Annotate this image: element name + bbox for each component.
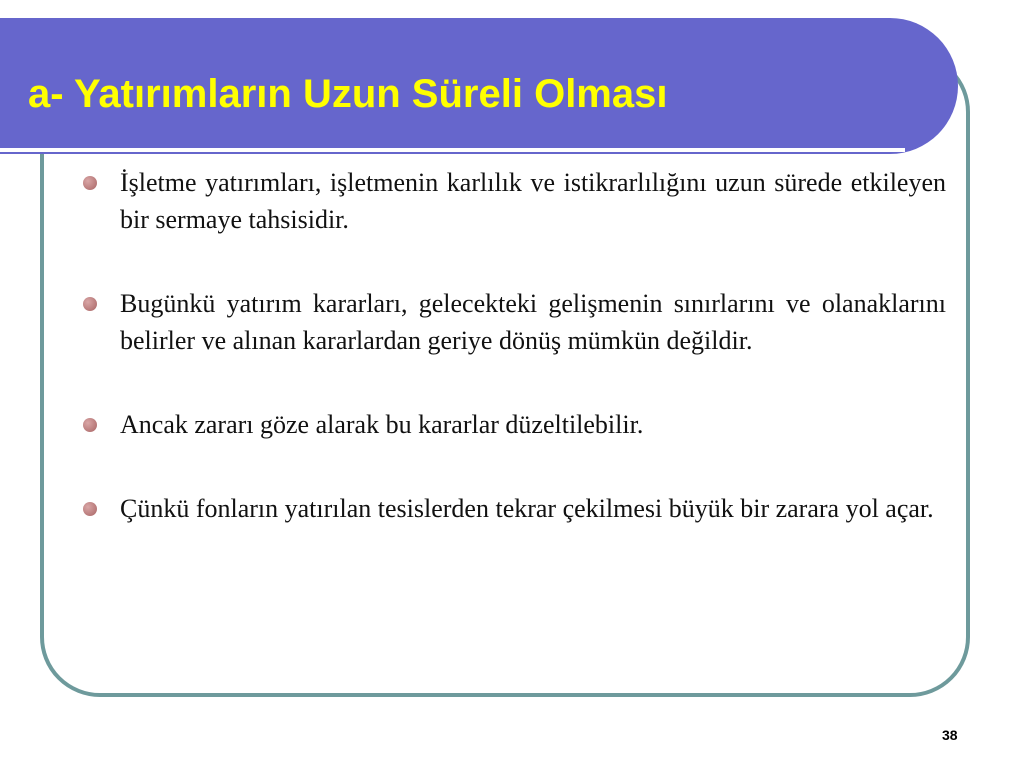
page-number: 38	[942, 727, 958, 743]
bullet-list	[80, 164, 946, 527]
bullet-icon	[83, 418, 97, 432]
bullet-item	[80, 285, 946, 359]
slide-title: a- Yatırımların Uzun Süreli Olması	[28, 72, 668, 116]
bullet-icon	[83, 502, 97, 516]
bullet-text: Bugünkü yatırım kararları, gelecekteki gelişmenin sınırlarını ve olanaklarını belirler ve alınan kararlardan geriye dönüş mümkün değildir.	[120, 289, 946, 355]
bullet-item	[80, 490, 946, 527]
title-underline	[0, 148, 905, 152]
title-bar	[0, 18, 958, 154]
bullet-icon	[83, 176, 97, 190]
bullet-icon	[83, 297, 97, 311]
bullet-text: İşletme yatırımları, işletmenin karlılık ve istikrarlılığını uzun sürede etkileyen bir sermaye tahsisidir.	[120, 168, 946, 234]
bullet-item	[80, 406, 946, 443]
bullet-item	[80, 164, 946, 238]
bullet-text: Ancak zararı göze alarak bu kararlar düzeltilebilir.	[120, 410, 644, 439]
bullet-text: Çünkü fonların yatırılan tesislerden tekrar çekilmesi büyük bir zarara yol açar.	[120, 494, 934, 523]
